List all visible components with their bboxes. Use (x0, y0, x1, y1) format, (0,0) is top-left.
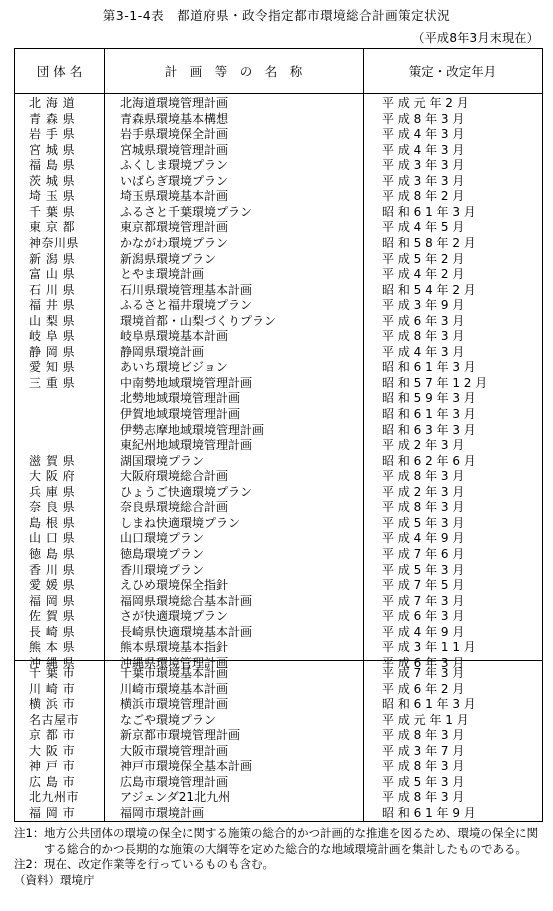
row-name: 福 井 県 (29, 298, 76, 313)
row-date: 平 成 3 年 1 1 月 (382, 640, 476, 655)
table-row (15, 314, 542, 330)
row-plan: アジェンダ21北九州 (120, 790, 231, 805)
table-row (15, 283, 542, 299)
row-date: 平 成 3 年 3 月 (382, 158, 465, 173)
table-row (15, 625, 542, 641)
row-date: 昭 和 6 1 年 3 月 (382, 407, 476, 421)
row-date: 平 成 6 年 3 月 (382, 313, 465, 328)
row-name: 奈 良 県 (29, 500, 76, 515)
row-plan: 山口環境プラン (120, 531, 205, 546)
row-plan: 宮城県環境管理計画 (120, 142, 229, 157)
row-name: 愛 知 県 (29, 360, 76, 375)
row-plan: 新京都市環境管理計画 (120, 728, 241, 743)
table-row (15, 775, 542, 791)
table-row (15, 189, 542, 205)
note-1 (14, 826, 543, 857)
row-date: 昭 和 6 1 年 3 月 (382, 360, 476, 375)
row-date: 平 成 7 年 3 月 (382, 593, 465, 608)
table-row (15, 438, 542, 454)
row-date: 平 成 2 年 3 月 (382, 484, 465, 499)
row-plan: ふるさと千葉環境プラン (120, 204, 253, 219)
row-name: 北九州市 (29, 790, 80, 805)
row-plan: 川崎市環境基本計画 (120, 681, 229, 696)
row-plan: ふるさと福井環境プラン (120, 298, 253, 313)
row-date: 平 成 3 年 7 月 (382, 743, 465, 758)
row-plan: 福岡県環境総合基本計画 (120, 593, 253, 608)
row-date: 平 成 4 年 2 月 (382, 267, 465, 282)
row-date: 平 成 7 年 6 月 (382, 546, 465, 561)
table-row (15, 376, 542, 392)
row-date: 平 成 5 年 3 月 (382, 774, 465, 789)
row-name: 茨 城 県 (29, 173, 76, 188)
table-row (15, 345, 542, 361)
row-name: 徳 島 県 (29, 546, 76, 561)
row-name: 広 島 市 (29, 774, 76, 789)
row-date: 平 成 2 年 3 月 (382, 438, 465, 453)
table-row (15, 407, 542, 423)
table-row (15, 205, 542, 221)
table-row (15, 578, 542, 594)
note-2 (14, 857, 543, 873)
row-name: 千 葉 市 (29, 666, 76, 680)
row-plan: 石川県環境管理基本計画 (120, 282, 253, 297)
table-row (15, 666, 542, 682)
row-date: 平 成 8 年 3 月 (382, 500, 465, 515)
row-name: 熊 本 県 (29, 640, 76, 655)
row-date: 平 成 4 年 3 月 (382, 142, 465, 157)
row-plan: 中南勢地域環境管理計画 (120, 375, 253, 390)
row-name: 石 川 県 (29, 282, 76, 297)
row-name: 神 戸 市 (29, 759, 76, 774)
row-name: 山 梨 県 (29, 313, 76, 328)
row-plan: 大阪市環境管理計画 (120, 743, 229, 758)
row-date: 昭 和 6 1 年 3 月 (382, 204, 476, 219)
row-date: 平 成 8 年 3 月 (382, 329, 465, 344)
table-row (15, 423, 542, 439)
row-plan: 岩手県環境保全計画 (120, 127, 229, 142)
row-plan: 岐阜県環境基本計画 (120, 329, 229, 344)
row-plan: 静岡県環境計画 (120, 344, 205, 359)
table-row (15, 806, 542, 822)
table-row (15, 682, 542, 698)
table-title: 第3-1-4表 都道府県・政令指定都市環境総合計画策定状況 (102, 8, 451, 23)
row-name: 兵 庫 県 (29, 484, 76, 499)
table-row (15, 454, 542, 470)
row-plan: 湖国環境プラン (120, 453, 205, 468)
row-name: 名古屋市 (29, 712, 80, 727)
table-row (15, 96, 542, 112)
table-row (15, 360, 542, 376)
row-plan: 大阪府環境総合計画 (120, 469, 229, 484)
row-name: 京 都 市 (29, 728, 76, 743)
row-plan: 神戸市環境保全基本計画 (120, 759, 253, 774)
row-date: 平 成 8 年 3 月 (382, 469, 465, 484)
row-plan: 北勢地域環境管理計画 (120, 391, 241, 406)
table-row (15, 267, 542, 283)
table-row (15, 531, 542, 547)
row-plan: 伊勢志摩地域環境管理計画 (120, 422, 265, 437)
table-row (15, 594, 542, 610)
row-date: 平 成 4 年 5 月 (382, 220, 465, 235)
table-row (15, 143, 542, 159)
row-name: 沖 縄 県 (29, 655, 76, 670)
row-name: 大 阪 府 (29, 469, 76, 484)
table-row (15, 127, 542, 143)
row-date: 平 成 4 年 3 月 (382, 344, 465, 359)
row-name: 埼 玉 県 (29, 189, 76, 204)
row-plan: 環境首都・山梨づくりプラン (120, 313, 277, 328)
row-date: 平 成 元 年 1 月 (382, 712, 469, 727)
row-date: 平 成 3 年 3 月 (382, 173, 465, 188)
row-plan: 新潟県環境プラン (120, 251, 217, 266)
row-plan: いばらぎ環境プラン (120, 173, 229, 188)
as-of-date: （平成8年3月末現在） (412, 31, 539, 45)
notes (14, 826, 543, 888)
row-date: 平 成 5 年 3 月 (382, 562, 465, 577)
table-row (15, 174, 542, 190)
row-date: 昭 和 6 1 年 9 月 (382, 805, 476, 820)
row-plan: 香川環境プラン (120, 562, 205, 577)
row-name: 佐 賀 県 (29, 609, 76, 624)
table-row (15, 790, 542, 806)
table-row (15, 391, 542, 407)
row-plan: 青森県環境基本構想 (120, 111, 229, 126)
note-1-label: 注1： (14, 826, 45, 840)
table-row (15, 158, 542, 174)
row-name: 千 葉 県 (29, 204, 76, 219)
row-plan: 東紀州地域環境管理計画 (120, 438, 253, 453)
row-plan: しまね快適環境プラン (120, 515, 241, 530)
row-name: 滋 賀 県 (29, 453, 76, 468)
row-name: 福 島 県 (29, 158, 76, 173)
row-date: 平 成 6 年 2 月 (382, 681, 465, 696)
row-name: 青 森 県 (29, 111, 76, 126)
row-plan: かながわ環境プラン (120, 235, 229, 250)
row-name: 宮 城 県 (29, 142, 76, 157)
row-plan: 埼玉県環境基本計画 (120, 189, 229, 204)
row-date: 平 成 6 年 3 月 (382, 609, 465, 624)
table-row (15, 728, 542, 744)
table-row (15, 697, 542, 713)
table-row (15, 563, 542, 579)
row-name: 北 海 道 (29, 96, 76, 110)
row-name: 福 岡 市 (29, 805, 76, 820)
row-plan: 横浜市環境管理計画 (120, 697, 229, 712)
row-plan: えひめ環境保全指針 (120, 578, 229, 593)
table-row (15, 252, 542, 268)
plan-status-table (14, 48, 543, 822)
table-row (15, 500, 542, 516)
source: （資料）環境庁 (14, 872, 95, 887)
row-date: 平 成 8 年 2 月 (382, 189, 465, 204)
row-plan: ふくしま環境プラン (120, 158, 229, 173)
row-date: 平 成 6 年 3 月 (382, 655, 465, 670)
row-plan: 北海道環境管理計画 (120, 96, 229, 110)
row-date: 平 成 4 年 3 月 (382, 127, 465, 142)
row-name: 福 岡 県 (29, 593, 76, 608)
row-plan: さが快適環境プラン (120, 609, 229, 624)
header-divider (15, 93, 542, 94)
row-name: 静 岡 県 (29, 344, 76, 359)
row-date: 平 成 元 年 2 月 (382, 96, 469, 110)
row-date: 平 成 4 年 9 月 (382, 624, 465, 639)
row-name: 東 京 都 (29, 220, 76, 235)
table-row (15, 485, 542, 501)
note-2-text: 現在、改定作業等を行っているものも含む。 (44, 857, 274, 871)
row-plan: 熊本県環境基本指針 (120, 640, 229, 655)
row-name: 三 重 県 (29, 375, 76, 390)
note-1-text: 地方公共団体の環境の保全に関する施策の総合的かつ計画的な推進を図るため、環境の保全に関する総合的かつ長期的な施策の大綱等を定めた総合的な地域環境計画を集計したものである。 (44, 826, 539, 856)
header-name: 団 体 名 (36, 64, 83, 79)
table-row (15, 329, 542, 345)
table-row (15, 112, 542, 128)
row-name: 川 崎 市 (29, 681, 76, 696)
row-plan: 沖縄県環境管理計画 (120, 655, 229, 670)
header-plan: 計 画 等 の 名 称 (164, 64, 303, 79)
table-row (15, 759, 542, 775)
row-name: 岩 手 県 (29, 127, 76, 142)
row-name: 香 川 県 (29, 562, 76, 577)
row-date: 昭 和 5 7 年 1 2 月 (382, 375, 488, 390)
row-plan: ひょうご快適環境プラン (120, 484, 253, 499)
table-row (15, 744, 542, 760)
row-plan: 伊賀地域環境管理計画 (120, 407, 241, 421)
row-plan: 広島市環境管理計画 (120, 774, 229, 789)
row-name: 神奈川県 (29, 235, 80, 250)
note-2-label: 注2： (14, 857, 45, 871)
row-date: 昭 和 5 8 年 2 月 (382, 235, 476, 250)
row-date: 平 成 8 年 3 月 (382, 790, 465, 805)
row-plan: 東京都環境管理計画 (120, 220, 229, 235)
row-name: 長 崎 県 (29, 624, 76, 639)
row-date: 昭 和 6 1 年 3 月 (382, 697, 476, 712)
row-plan: 千葉市環境基本計画 (120, 666, 229, 680)
row-plan: 長崎県快適環境基本計画 (120, 624, 253, 639)
row-plan: 奈良県環境総合計画 (120, 500, 229, 515)
row-name: 山 口 県 (29, 531, 76, 546)
row-plan: とやま環境計画 (120, 267, 205, 282)
row-date: 昭 和 5 9 年 3 月 (382, 391, 476, 406)
row-date: 昭 和 5 4 年 2 月 (382, 282, 476, 297)
table-row (15, 236, 542, 252)
table-row (15, 516, 542, 532)
row-plan: 福岡市環境計画 (120, 805, 205, 820)
row-date: 平 成 5 年 2 月 (382, 251, 465, 266)
row-name: 愛 媛 県 (29, 578, 76, 593)
row-name: 大 阪 市 (29, 743, 76, 758)
table-row (15, 713, 542, 729)
row-date: 昭 和 6 3 年 3 月 (382, 422, 476, 437)
row-date: 平 成 7 年 5 月 (382, 578, 465, 593)
table-row (15, 298, 542, 314)
row-name: 横 浜 市 (29, 697, 76, 712)
table-row (15, 547, 542, 563)
row-date: 昭 和 6 2 年 6 月 (382, 453, 476, 468)
row-date: 平 成 8 年 3 月 (382, 759, 465, 774)
row-name: 岐 阜 県 (29, 329, 76, 344)
row-plan: 徳島環境プラン (120, 546, 205, 561)
row-date: 平 成 8 年 3 月 (382, 728, 465, 743)
row-name: 島 根 県 (29, 515, 76, 530)
table-row (15, 220, 542, 236)
row-date: 平 成 8 年 3 月 (382, 111, 465, 126)
table-row (15, 469, 542, 485)
row-plan: あいち環境ビジョン (120, 360, 228, 375)
row-date: 平 成 5 年 3 月 (382, 515, 465, 530)
row-date: 平 成 4 年 9 月 (382, 531, 465, 546)
table-row (15, 609, 542, 625)
row-name: 富 山 県 (29, 267, 76, 282)
table-row (15, 640, 542, 656)
row-plan: なごや環境プラン (120, 712, 217, 727)
row-date: 平 成 3 年 9 月 (382, 298, 465, 313)
row-name: 新 潟 県 (29, 251, 76, 266)
header-date: 策定・改定年月 (408, 64, 497, 79)
row-date: 平 成 7 年 3 月 (382, 666, 465, 680)
